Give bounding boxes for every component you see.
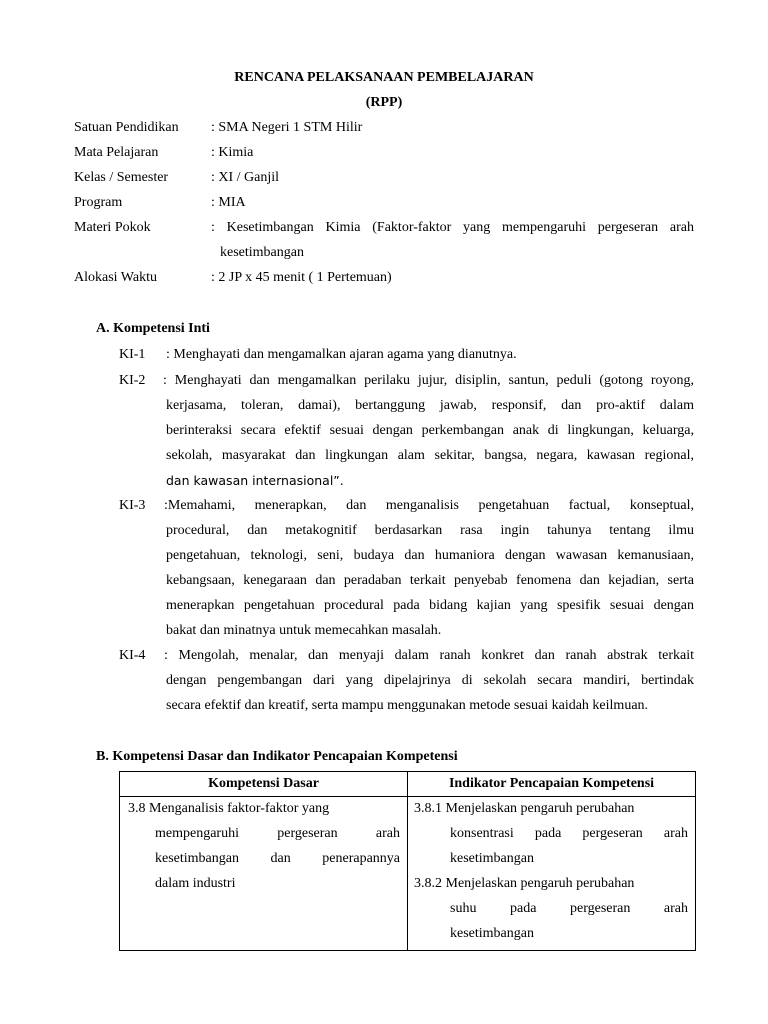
ki-text-line: dan kawasan internasional”. [166,473,344,488]
ki-text-line: bakat dan minatnya untuk memecahkan masalah. [166,623,442,638]
ki-text-line: : Menghayati dan mengamalkan perilaku jujur, disiplin, santun, peduli (gotong royong, [163,373,694,388]
table-header-row [120,772,696,797]
identity-value: : XI / Ganjil [211,170,280,185]
ipk-line: 3.8.2 Menjelaskan pengaruh perubahan [414,876,635,891]
identity-value: : 2 JP x 45 menit ( 1 Pertemuan) [211,270,392,285]
ki-code: KI-3 [119,498,146,513]
kd-cell [120,797,408,951]
ki-text-line: menerapkan pengetahuan procedural pada bidang kajian yang spesifik sesuai dengan [166,598,694,613]
identity-label: Alokasi Waktu [74,270,157,285]
kd-line: 3.8 Menganalisis faktor-faktor yang [128,801,330,816]
ki-text-line: kebangsaan, kenegaraan dan peradaban terkait penyebab fenomena dan kejadian, serta [166,573,694,588]
kd-ipk-table [119,771,696,951]
identity-label: Kelas / Semester [74,170,169,185]
ipk-line: suhu pada pergeseran arah [450,901,688,916]
ki-text-line: : Mengolah, menalar, dan menyaji dalam ranah konkret dan ranah abstrak terkait [164,648,694,663]
ki-text-line: : Menghayati dan mengamalkan ajaran agama yang dianutnya. [166,347,517,362]
ki-code: KI-4 [119,648,146,663]
identity-label: Mata Pelajaran [74,145,159,160]
kd-line: kesetimbangan dan penerapannya [155,851,400,866]
ki-text-line: procedural, dan metakognitif berdasarkan rasa ingin tahunya tentang ilmu [166,523,694,538]
ipk-line: 3.8.1 Menjelaskan pengaruh perubahan [414,801,635,816]
identity-value: : Kesetimbangan Kimia (Faktor-faktor yang mempengaruhi pergeseran arah [211,220,694,235]
table-row [120,797,696,951]
ki-text-line: pengetahuan, teknologi, seni, budaya dan humaniora dengan wawasan kemanusiaan, [166,548,694,563]
ki-text-line: :Memahami, menerapkan, dan menganalisis pengetahuan factual, konseptual, [164,498,694,513]
ipk-cell [408,797,696,951]
ki-code: KI-1 [119,347,146,362]
identity-value-continued: kesetimbangan [220,245,304,260]
ki-code: KI-2 [119,373,146,388]
kd-line: mempengaruhi pergeseran arah [155,826,400,841]
identity-label: Satuan Pendidikan [74,120,179,135]
ki-text-line: kerjasama, toleran, damai), bertanggung jawab, responsif, dan pro-aktif dalam [166,398,694,413]
ki-text-line: berinteraksi secara efektif sesuai dengan perkembangan anak di lingkungan, keluarga, [166,423,694,438]
identity-value: : MIA [211,195,246,210]
header-kompetensi-dasar: Kompetensi Dasar [120,772,408,797]
ki-text-line: secara efektif dan kreatif, serta mampu menggunakan metode sesuai kaidah keilmuan. [166,698,649,713]
document-subtitle: (RPP) [365,95,403,110]
ki-text-line: dengan pengembangan dari yang dipelajrinya di sekolah secara mandiri, bertindak [166,673,694,688]
ki-text-line: sekolah, masyarakat dan lingkungan alam sekitar, bangsa, negara, kawasan regional, [166,448,694,463]
ipk-line: konsentrasi pada pergeseran arah [450,826,688,841]
identity-label: Program [74,195,123,210]
identity-value: : Kimia [211,145,254,160]
section-b-heading: B. Kompetensi Dasar dan Indikator Pencapaian Kompetensi [96,749,458,764]
kd-line: dalam industri [155,876,236,891]
section-a-heading: A. Kompetensi Inti [96,321,210,336]
ipk-line: kesetimbangan [450,851,534,866]
document-title: RENCANA PELAKSANAAN PEMBELAJARAN [234,70,534,85]
header-indikator: Indikator Pencapaian Kompetensi [408,772,696,797]
identity-label: Materi Pokok [74,220,151,235]
identity-value: : SMA Negeri 1 STM Hilir [211,120,363,135]
ipk-line: kesetimbangan [450,926,534,941]
